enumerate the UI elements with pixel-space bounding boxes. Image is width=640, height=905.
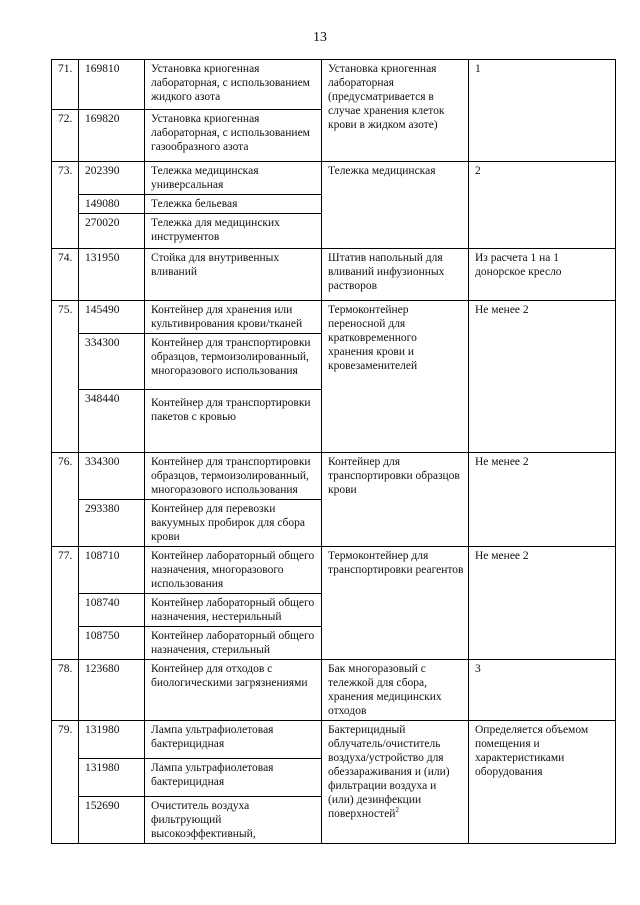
- nomenclature-code: 169810: [79, 60, 145, 110]
- row-number: 74.: [52, 249, 79, 301]
- equipment-name-text: Бактерицидный облучатель/очиститель воздуха/устройство для обеззараживания и (или) фильтрации воздуха и (или) дезинфекции поверхностей: [328, 724, 450, 820]
- equipment-name: Контейнер для транспортировки образцов крови: [322, 453, 469, 547]
- equipment-table: [51, 59, 616, 844]
- nomenclature-name: Лампа ультрафиолетовая бактерицидная: [145, 721, 322, 759]
- nomenclature-name: Контейнер для транспортировки образцов, термоизолированный, многоразового использования: [145, 453, 322, 500]
- nomenclature-name: Стойка для внутривенных вливаний: [145, 249, 322, 301]
- nomenclature-code: 108710: [79, 547, 145, 594]
- nomenclature-code: 108750: [79, 627, 145, 660]
- equipment-name: Установка криогенная лабораторная (предусматривается в случае хранения клеток крови в жидком азоте): [322, 60, 469, 162]
- table-row: [52, 660, 616, 721]
- nomenclature-code: 123680: [79, 660, 145, 721]
- equipment-quantity: Определяется объемом помещения и характеристиками оборудования: [469, 721, 616, 844]
- nomenclature-name: Очиститель воздуха фильтрующий высокоэффективный,: [145, 797, 322, 844]
- row-number: 71.: [52, 60, 79, 110]
- nomenclature-name: Контейнер для хранения или культивирования крови/тканей: [145, 301, 322, 334]
- nomenclature-name: Установка криогенная лабораторная, с использованием жидкого азота: [145, 60, 322, 110]
- nomenclature-code: 270020: [79, 214, 145, 249]
- equipment-quantity: 1: [469, 60, 616, 162]
- nomenclature-code: 131980: [79, 721, 145, 759]
- nomenclature-code: 145490: [79, 301, 145, 334]
- nomenclature-code: 293380: [79, 500, 145, 547]
- table-row: [52, 162, 616, 195]
- row-number: 76.: [52, 453, 79, 547]
- nomenclature-code: 131950: [79, 249, 145, 301]
- nomenclature-name: Тележка бельевая: [145, 195, 322, 214]
- equipment-quantity: Не менее 2: [469, 453, 616, 547]
- nomenclature-code: 169820: [79, 110, 145, 162]
- equipment-name: Тележка медицинская: [322, 162, 469, 249]
- row-number: 73.: [52, 162, 79, 249]
- nomenclature-name: Контейнер лабораторный общего назначения, стерильный: [145, 627, 322, 660]
- footnote-marker: 2: [395, 806, 399, 815]
- row-number: 72.: [52, 110, 79, 162]
- row-number: 79.: [52, 721, 79, 844]
- row-number: 75.: [52, 301, 79, 453]
- equipment-quantity: Не менее 2: [469, 301, 616, 453]
- nomenclature-name: Контейнер лабораторный общего назначения, нестерильный: [145, 594, 322, 627]
- table-row: [52, 60, 616, 110]
- equipment-quantity: Не менее 2: [469, 547, 616, 660]
- equipment-name: Термоконтейнер переносной для кратковременного хранения крови и кровезаменителей: [322, 301, 469, 453]
- nomenclature-code: 334300: [79, 453, 145, 500]
- equipment-quantity: Из расчета 1 на 1 донорское кресло: [469, 249, 616, 301]
- nomenclature-code: 334300: [79, 334, 145, 390]
- nomenclature-name: Лампа ультрафиолетовая бактерицидная: [145, 759, 322, 797]
- table-row: [52, 547, 616, 594]
- nomenclature-name: Контейнер для транспортировки пакетов с кровью: [145, 390, 322, 453]
- table-row: [52, 249, 616, 301]
- nomenclature-code: 131980: [79, 759, 145, 797]
- equipment-quantity: 3: [469, 660, 616, 721]
- equipment-name: Штатив напольный для вливаний инфузионных растворов: [322, 249, 469, 301]
- equipment-name: [322, 721, 469, 844]
- nomenclature-name: Тележка для медицинских инструментов: [145, 214, 322, 249]
- nomenclature-code: 149080: [79, 195, 145, 214]
- equipment-name: Бак многоразовый с тележкой для сбора, хранения медицинских отходов: [322, 660, 469, 721]
- table-row: [52, 301, 616, 334]
- row-number: 77.: [52, 547, 79, 660]
- nomenclature-code: 202390: [79, 162, 145, 195]
- equipment-name: Термоконтейнер для транспортировки реагентов: [322, 547, 469, 660]
- table-row: [52, 453, 616, 500]
- nomenclature-name: Контейнер для транспортировки образцов, термоизолированный, многоразового использования: [145, 334, 322, 390]
- nomenclature-name: Тележка медицинская универсальная: [145, 162, 322, 195]
- equipment-quantity: 2: [469, 162, 616, 249]
- nomenclature-code: 108740: [79, 594, 145, 627]
- nomenclature-name: Контейнер лабораторный общего назначения, многоразового использования: [145, 547, 322, 594]
- table-row: [52, 721, 616, 759]
- nomenclature-name: Установка криогенная лабораторная, с использованием газообразного азота: [145, 110, 322, 162]
- nomenclature-code: 152690: [79, 797, 145, 844]
- page-number: 13: [313, 30, 327, 45]
- nomenclature-name: Контейнер для отходов с биологическими загрязнениями: [145, 660, 322, 721]
- row-number: 78.: [52, 660, 79, 721]
- nomenclature-name: Контейнер для перевозки вакуумных пробирок для сбора крови: [145, 500, 322, 547]
- nomenclature-code: 348440: [79, 390, 145, 453]
